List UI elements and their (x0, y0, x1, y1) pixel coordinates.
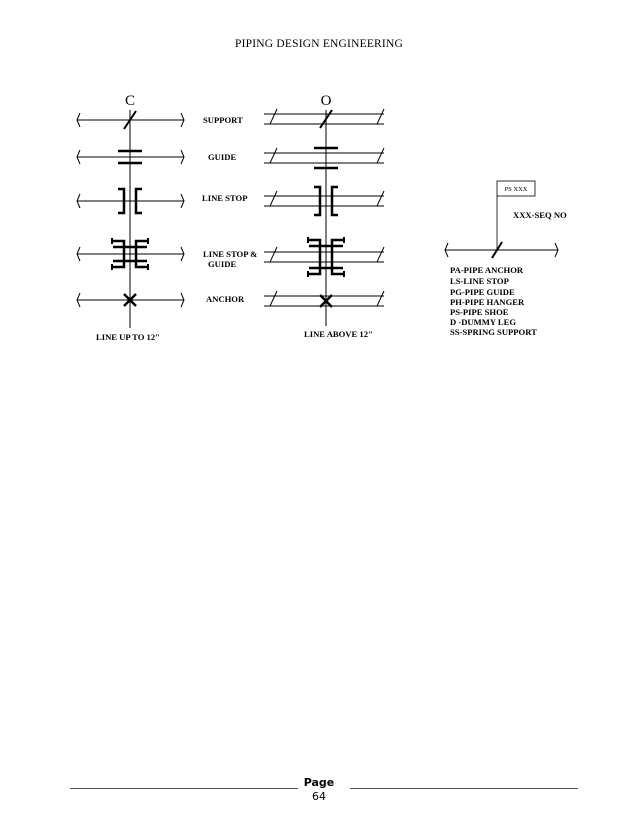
right-anchor-symbol (264, 291, 384, 307)
right-support-symbol (264, 109, 384, 128)
label-support: SUPPORT (203, 115, 243, 125)
left-column-symbols (77, 110, 184, 328)
abbreviation-legend (450, 265, 537, 337)
left-guide-symbol (77, 150, 184, 164)
footer-page-number: 64 (312, 790, 326, 803)
left-column-caption: LINE UP TO 12" (96, 332, 160, 342)
legend-item: SS-SPRING SUPPORT (450, 327, 537, 337)
label-guide: GUIDE (208, 152, 237, 162)
right-column-symbols (264, 109, 384, 326)
right-line-stop-guide-symbol (264, 237, 384, 277)
page-header: PIPING DESIGN ENGINEERING (235, 38, 403, 50)
right-column-caption: LINE ABOVE 12" (304, 329, 373, 339)
legend-item: PS-PIPE SHOE (450, 307, 509, 317)
legend-item: PA-PIPE ANCHOR (450, 265, 524, 275)
label-line-stop: LINE STOP (202, 193, 248, 203)
legend-item: D -DUMMY LEG (450, 317, 517, 327)
label-line-stop-guide-line2: GUIDE (208, 259, 237, 269)
tag-seq-label: XXX-SEQ NO (513, 210, 567, 220)
right-column-letter: O (320, 93, 332, 109)
legend-item: PH-PIPE HANGER (450, 297, 525, 307)
left-column-letter: C (124, 93, 136, 109)
tag-box-text: PS XXX (504, 186, 528, 193)
label-anchor: ANCHOR (206, 294, 245, 304)
label-line-stop-guide-line1: LINE STOP & (203, 249, 258, 259)
right-guide-symbol (264, 148, 384, 168)
legend-item: PG-PIPE GUIDE (450, 287, 515, 297)
footer-page-label: Page (303, 776, 335, 789)
right-line-stop-symbol (264, 187, 384, 215)
legend-item: LS-LINE STOP (450, 276, 509, 286)
